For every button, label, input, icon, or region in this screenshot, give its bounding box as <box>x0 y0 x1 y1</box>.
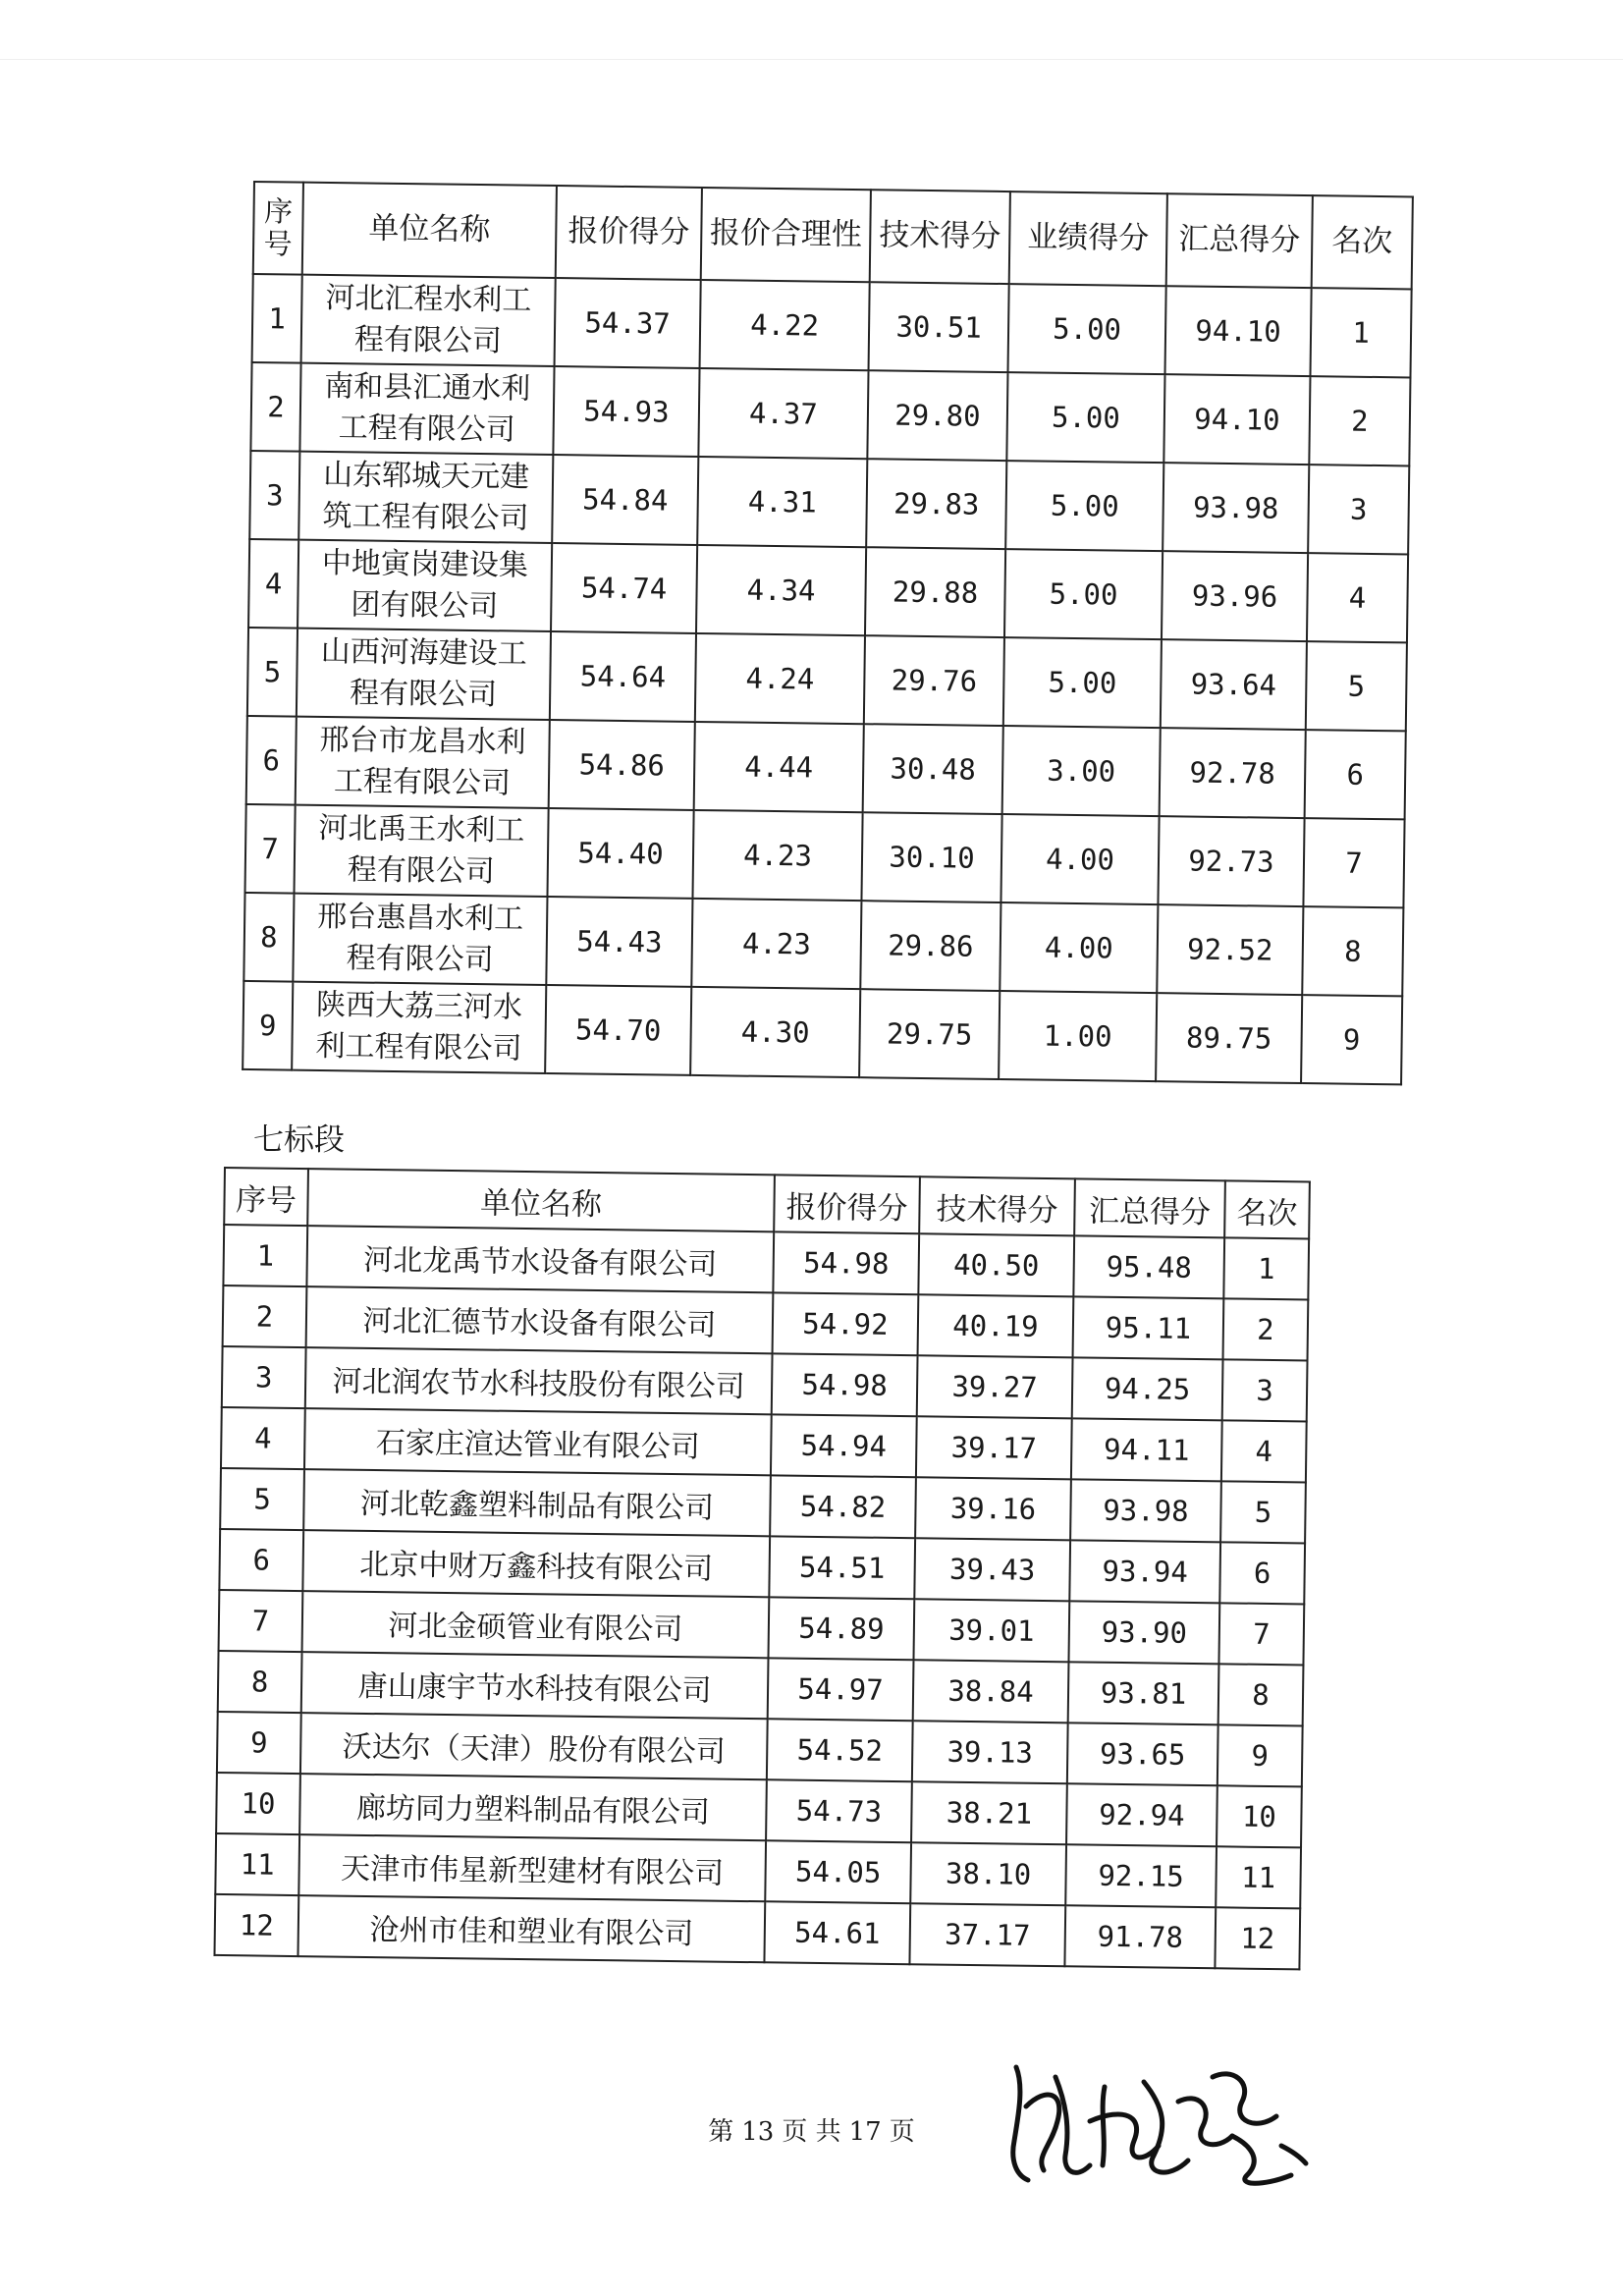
cell-total-score: 93.81 <box>1068 1662 1219 1724</box>
cell-price-score: 54.94 <box>771 1414 917 1477</box>
header-perf-score: 业绩得分 <box>1009 191 1167 286</box>
cell-rank: 8 <box>1218 1664 1304 1725</box>
cell-price-score: 54.98 <box>772 1353 918 1416</box>
cell-price-reasonable: 4.34 <box>696 545 866 635</box>
bid-score-table-6 <box>242 181 1414 1085</box>
header-seq: 序号 <box>224 1168 308 1226</box>
cell-tech-score: 29.86 <box>860 901 1001 991</box>
cell-price-score: 54.98 <box>773 1231 919 1294</box>
table-row <box>243 981 1402 1084</box>
cell-total-score: 92.78 <box>1160 728 1306 818</box>
cell-total-score: 93.98 <box>1070 1479 1221 1542</box>
cell-price-reasonable: 4.24 <box>695 633 865 724</box>
total-pages: 17 <box>848 2117 882 2147</box>
cell-price-reasonable: 4.30 <box>690 987 860 1077</box>
cell-price-score: 54.82 <box>770 1475 916 1538</box>
cell-unit-name <box>292 982 546 1073</box>
cell-seq: 11 <box>215 1833 299 1895</box>
unit-name-line: 程有限公司 <box>347 852 496 890</box>
table-row <box>247 628 1407 731</box>
cell-unit-name <box>297 629 551 720</box>
cell-perf-score: 3.00 <box>1002 726 1161 816</box>
cell-unit-name: 河北龙禹节水设备有限公司 <box>306 1226 774 1292</box>
current-page: 13 <box>741 2117 775 2147</box>
cell-price-score: 54.37 <box>555 278 701 368</box>
cell-price-score: 54.40 <box>547 808 693 899</box>
cell-tech-score: 30.10 <box>861 812 1001 902</box>
cell-seq: 6 <box>219 1529 303 1591</box>
cell-tech-score: 38.84 <box>913 1660 1069 1722</box>
header-tech-score: 技术得分 <box>919 1176 1075 1235</box>
cell-total-score: 94.10 <box>1164 286 1311 376</box>
cell-unit-name: 廊坊同力塑料制品有限公司 <box>299 1774 767 1840</box>
cell-rank: 6 <box>1305 730 1406 819</box>
cell-seq: 1 <box>252 274 302 363</box>
cell-seq: 12 <box>214 1894 298 1956</box>
cell-seq: 9 <box>217 1712 301 1774</box>
cell-total-score: 92.52 <box>1157 904 1303 995</box>
cell-price-reasonable: 4.31 <box>697 457 867 547</box>
cell-rank: 6 <box>1219 1542 1305 1604</box>
cell-tech-score: 29.83 <box>866 459 1006 549</box>
cell-rank: 1 <box>1223 1237 1309 1299</box>
unit-name-line: 山西河海建设工 <box>320 633 527 672</box>
unit-name-line: 南和县汇通水利 <box>324 368 531 407</box>
cell-seq: 3 <box>222 1346 306 1408</box>
cell-tech-score: 38.10 <box>910 1842 1066 1905</box>
cell-unit-name: 河北乾鑫塑料制品有限公司 <box>303 1469 771 1536</box>
header-tech-score: 技术得分 <box>870 190 1010 284</box>
cell-seq: 6 <box>246 716 297 805</box>
table-row <box>245 804 1405 907</box>
table-row <box>250 362 1410 465</box>
cell-unit-name: 沃达尔（天津）股份有限公司 <box>300 1713 768 1779</box>
cell-tech-score: 39.13 <box>912 1721 1068 1783</box>
cell-price-score: 54.92 <box>773 1292 919 1355</box>
unit-name-line: 筑工程有限公司 <box>322 498 529 536</box>
cell-price-score: 54.84 <box>552 455 698 545</box>
cell-price-score: 54.52 <box>767 1719 913 1781</box>
cell-price-score: 54.97 <box>768 1658 914 1721</box>
header-total-score: 汇总得分 <box>1166 193 1313 288</box>
cell-unit-name: 沧州市佳和塑业有限公司 <box>298 1895 765 1962</box>
cell-unit-name: 天津市伟星新型建材有限公司 <box>298 1834 766 1901</box>
cell-unit-name <box>298 540 552 631</box>
cell-seq: 3 <box>249 451 299 540</box>
unit-name-line: 河北禹王水利工 <box>318 810 525 848</box>
cell-seq: 9 <box>243 981 293 1070</box>
unit-name-line: 陕西大荔三河水 <box>315 987 523 1025</box>
cell-tech-score: 40.19 <box>918 1294 1074 1357</box>
cell-rank: 2 <box>1309 376 1410 465</box>
header-price-score: 报价得分 <box>774 1175 920 1233</box>
cell-seq: 8 <box>218 1651 302 1713</box>
page-suffix: 页 <box>889 2117 915 2147</box>
cell-seq: 7 <box>219 1590 303 1652</box>
cell-seq: 5 <box>220 1468 304 1530</box>
cell-rank: 5 <box>1306 641 1407 731</box>
cell-price-reasonable: 4.23 <box>692 810 862 901</box>
cell-unit-name: 河北金硕管业有限公司 <box>302 1591 770 1658</box>
page-prefix: 第 <box>708 2117 734 2147</box>
cell-tech-score: 30.48 <box>863 724 1003 814</box>
cell-price-reasonable: 4.44 <box>694 722 864 812</box>
cell-price-reasonable: 4.22 <box>700 280 870 370</box>
handwritten-signature <box>997 2048 1321 2195</box>
cell-tech-score: 39.27 <box>917 1355 1073 1418</box>
cell-unit-name: 河北润农节水科技股份有限公司 <box>305 1347 773 1414</box>
cell-price-score: 54.86 <box>549 720 695 810</box>
cell-rank: 5 <box>1220 1481 1306 1543</box>
unit-name-line: 邢台市龙昌水利 <box>319 722 526 760</box>
cell-unit-name: 唐山康宇节水科技有限公司 <box>301 1652 769 1719</box>
cell-rank: 7 <box>1218 1603 1304 1665</box>
cell-price-score: 54.64 <box>550 631 696 722</box>
cell-total-score: 93.64 <box>1161 639 1307 730</box>
cell-price-score: 54.43 <box>546 897 692 987</box>
page-number <box>0 2111 1623 2148</box>
table-row <box>248 539 1408 642</box>
cell-unit-name: 河北汇德节水设备有限公司 <box>306 1286 774 1353</box>
cell-seq: 4 <box>221 1407 305 1469</box>
cell-total-score: 93.98 <box>1163 463 1309 553</box>
cell-rank: 9 <box>1301 995 1402 1084</box>
cell-total-score: 94.25 <box>1072 1357 1223 1420</box>
cell-rank: 4 <box>1221 1420 1307 1482</box>
cell-rank: 2 <box>1223 1298 1309 1360</box>
cell-perf-score: 5.00 <box>1005 461 1163 551</box>
cell-rank: 9 <box>1217 1724 1303 1786</box>
unit-name-line: 河北汇程水利工 <box>325 280 532 318</box>
cell-rank: 1 <box>1310 288 1411 377</box>
cell-price-reasonable: 4.37 <box>698 368 868 459</box>
cell-unit-name <box>299 363 554 455</box>
cell-rank: 12 <box>1215 1907 1300 1969</box>
header-rank: 名次 <box>1224 1180 1310 1238</box>
cell-tech-score: 39.16 <box>915 1477 1071 1540</box>
cell-tech-score: 30.51 <box>869 282 1009 372</box>
header-name: 单位名称 <box>307 1169 775 1231</box>
cell-total-score: 94.11 <box>1071 1418 1222 1481</box>
bid-score-table-7 <box>213 1167 1310 1970</box>
unit-name-line: 工程有限公司 <box>338 410 515 448</box>
table-row <box>249 451 1409 554</box>
cell-total-score: 92.73 <box>1158 816 1304 906</box>
cell-seq: 7 <box>245 804 296 894</box>
cell-unit-name: 石家庄渲达管业有限公司 <box>304 1408 772 1475</box>
cell-perf-score: 1.00 <box>999 991 1157 1081</box>
cell-tech-score: 38.21 <box>911 1781 1067 1844</box>
table-row <box>246 716 1406 819</box>
cell-tech-score: 29.76 <box>864 635 1004 726</box>
cell-total-score: 91.78 <box>1064 1905 1216 1968</box>
header-seq: 序号 <box>253 182 303 275</box>
cell-seq: 4 <box>248 539 298 629</box>
cell-seq: 2 <box>250 362 300 452</box>
cell-price-score: 54.05 <box>765 1840 911 1903</box>
cell-rank: 3 <box>1308 465 1409 554</box>
header-name: 单位名称 <box>302 183 557 278</box>
cell-total-score: 94.10 <box>1163 374 1310 465</box>
cell-price-score: 54.73 <box>766 1779 912 1842</box>
cell-total-score: 89.75 <box>1156 993 1302 1083</box>
header-rank: 名次 <box>1312 195 1413 289</box>
cell-tech-score: 39.43 <box>914 1538 1070 1601</box>
unit-name-line: 团有限公司 <box>351 587 499 625</box>
page-top-edge <box>0 0 1623 60</box>
cell-seq: 5 <box>247 628 298 717</box>
cell-total-score: 93.90 <box>1068 1601 1219 1664</box>
cell-unit-name <box>298 452 553 543</box>
cell-rank: 4 <box>1307 553 1408 642</box>
unit-name-line: 中地寅岗建设集 <box>321 545 529 583</box>
unit-name-line: 程有限公司 <box>346 941 494 978</box>
cell-tech-score: 29.80 <box>867 370 1007 461</box>
cell-rank: 3 <box>1222 1359 1308 1421</box>
cell-tech-score: 40.50 <box>918 1233 1074 1296</box>
cell-perf-score: 5.00 <box>1003 637 1162 728</box>
header-price-reasonable: 报价合理性 <box>701 188 871 282</box>
cell-tech-score: 29.88 <box>865 547 1005 637</box>
cell-price-score: 54.70 <box>545 985 691 1075</box>
unit-name-line: 程有限公司 <box>349 676 498 713</box>
cell-price-score: 54.51 <box>769 1536 915 1599</box>
cell-total-score: 92.94 <box>1066 1783 1217 1846</box>
unit-name-line: 程有限公司 <box>353 322 503 359</box>
cell-seq: 2 <box>223 1285 307 1347</box>
cell-rank: 10 <box>1217 1785 1302 1847</box>
cell-rank: 11 <box>1216 1846 1301 1908</box>
table-header-row <box>253 182 1413 289</box>
cell-total-score: 93.65 <box>1067 1722 1218 1785</box>
table-row <box>252 274 1412 377</box>
cell-total-score: 92.15 <box>1065 1844 1217 1907</box>
header-price-score: 报价得分 <box>556 186 702 280</box>
cell-unit-name <box>293 894 547 985</box>
cell-seq: 8 <box>243 893 294 982</box>
cell-unit-name <box>295 805 549 897</box>
cell-tech-score: 37.17 <box>909 1903 1065 1966</box>
page-middle: 页 共 <box>782 2117 841 2147</box>
cell-tech-score: 39.17 <box>916 1416 1072 1479</box>
cell-perf-score: 5.00 <box>1006 372 1164 463</box>
cell-total-score: 93.96 <box>1162 551 1308 641</box>
unit-name-line: 山东郓城天元建 <box>322 457 530 495</box>
cell-perf-score: 4.00 <box>1001 814 1159 904</box>
cell-price-reasonable: 4.23 <box>691 899 861 989</box>
cell-total-score: 95.11 <box>1073 1296 1224 1359</box>
table-row <box>243 893 1403 996</box>
cell-perf-score: 5.00 <box>1008 284 1166 374</box>
unit-name-line: 利工程有限公司 <box>315 1028 522 1066</box>
cell-rank: 7 <box>1303 818 1404 907</box>
unit-name-line: 邢台惠昌水利工 <box>316 899 524 937</box>
cell-tech-score: 29.75 <box>859 989 1000 1079</box>
cell-seq: 1 <box>223 1225 307 1286</box>
header-total-score: 汇总得分 <box>1074 1178 1225 1237</box>
cell-unit-name <box>301 275 556 366</box>
cell-unit-name: 北京中财万鑫科技有限公司 <box>302 1530 770 1597</box>
cell-price-score: 54.89 <box>768 1597 914 1660</box>
cell-total-score: 93.94 <box>1069 1540 1220 1603</box>
section-title: 七标段 <box>253 1122 345 1158</box>
cell-perf-score: 5.00 <box>1004 549 1163 639</box>
cell-price-score: 54.74 <box>551 543 697 633</box>
unit-name-line: 工程有限公司 <box>333 764 512 801</box>
cell-rank: 8 <box>1302 906 1403 996</box>
cell-total-score: 95.48 <box>1073 1235 1224 1298</box>
cell-price-score: 54.93 <box>553 366 699 457</box>
cell-seq: 10 <box>216 1773 300 1834</box>
cell-unit-name <box>296 717 550 808</box>
cell-tech-score: 39.01 <box>913 1599 1069 1662</box>
table-row <box>214 1894 1300 1969</box>
cell-perf-score: 4.00 <box>1000 902 1158 993</box>
cell-price-score: 54.61 <box>764 1901 910 1964</box>
